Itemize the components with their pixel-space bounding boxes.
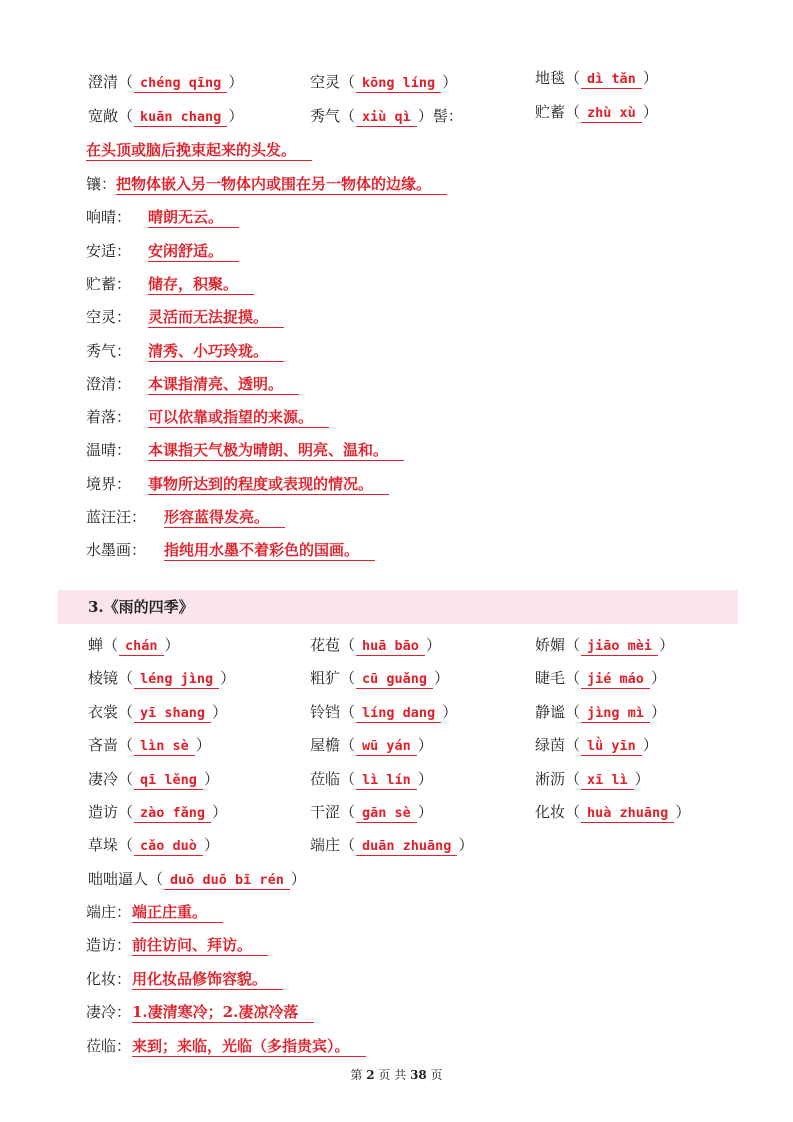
word: 草垛 — [88, 836, 119, 855]
paren-close: ） — [203, 769, 219, 788]
section-title: 3.《雨的四季》 — [88, 598, 194, 616]
paren-open: （ — [565, 803, 581, 821]
word: 蝉 — [88, 636, 104, 654]
definition: 用化妆品修饰容貌。 — [132, 969, 283, 990]
word: 棱镜 — [88, 669, 119, 688]
definition-wrap — [132, 900, 223, 924]
word: 静谧 — [535, 702, 566, 721]
paren-close: ） — [228, 107, 244, 125]
word: 澄清 — [88, 73, 119, 91]
term: 蓝汪汪： — [86, 508, 147, 526]
paren-open: （ — [340, 836, 356, 855]
row — [0, 272, 793, 296]
word: 绿茵 — [535, 736, 566, 755]
definition-wrap — [148, 239, 239, 263]
definition: 灵活而无法捉摸。 — [148, 307, 284, 328]
pinyin-item — [535, 767, 650, 791]
word: 宽敞 — [88, 107, 119, 125]
term: 澄清： — [86, 374, 132, 393]
paren-close: ） — [417, 769, 433, 788]
paren-open: （ — [565, 702, 581, 721]
term: 凄冷： — [86, 1003, 132, 1022]
row — [0, 372, 793, 396]
row — [0, 1000, 793, 1024]
pinyin-item — [535, 700, 666, 724]
term: 莅临： — [86, 1036, 132, 1055]
row — [0, 967, 793, 991]
definition: 把物体嵌入另一物体内或围在另一物体的边缘。 — [116, 174, 447, 195]
paren-open: （ — [565, 69, 581, 87]
paren-open: （ — [118, 836, 134, 855]
row — [0, 505, 793, 529]
term: 端庄： — [86, 903, 132, 921]
pinyin-item — [88, 867, 306, 891]
pinyin-item — [88, 733, 211, 757]
section-header — [58, 590, 738, 624]
word: 娇媚 — [535, 636, 566, 654]
pinyin-answer: kōng líng — [356, 74, 441, 93]
row — [0, 900, 793, 924]
paren-close: ）髻： — [417, 107, 463, 125]
footer-post: 页 — [430, 1068, 443, 1082]
paren-open: （ — [340, 702, 356, 721]
definition: 本课指天气极为晴朗、明亮、温和。 — [148, 440, 404, 461]
row — [0, 666, 793, 690]
pinyin-answer: cǎo duò — [134, 837, 203, 856]
paren-open: （ — [148, 869, 164, 888]
paren-open: （ — [565, 769, 581, 788]
definition-wrap — [132, 933, 268, 957]
word: 莅临 — [310, 769, 341, 788]
definition-wrap — [148, 438, 404, 462]
definition-wrap — [148, 372, 299, 396]
pinyin-item — [535, 100, 658, 124]
paren-close: ） — [212, 702, 228, 721]
word: 空灵 — [310, 73, 341, 91]
row — [0, 867, 793, 891]
paren-close: ） — [434, 669, 450, 688]
paren-open: （ — [565, 636, 581, 654]
pinyin-answer: qī lěng — [134, 771, 203, 790]
pinyin-answer: lǜ yīn — [581, 737, 642, 756]
paren-close: ） — [642, 103, 658, 121]
definition-wrap — [116, 172, 447, 196]
paren-open: （ — [118, 736, 134, 755]
pinyin-answer: chéng qīng — [134, 74, 227, 93]
footer-mid: 页 共 — [378, 1068, 407, 1082]
row — [0, 833, 793, 857]
paren-open: （ — [118, 803, 134, 821]
definition-wrap — [148, 305, 284, 329]
row — [0, 767, 793, 791]
paren-close: ） — [675, 803, 691, 821]
pinyin-item — [310, 633, 441, 657]
pinyin-answer: lì lín — [356, 771, 417, 790]
definition: 1.凄清寒冷；2.凄凉冷落 — [132, 1002, 314, 1023]
pinyin-answer: duān zhuāng — [356, 837, 457, 856]
footer-pre: 第 — [350, 1068, 363, 1082]
paren-open: （ — [565, 669, 581, 688]
paren-open: （ — [565, 736, 581, 755]
pinyin-answer: wū yán — [356, 737, 417, 756]
pinyin-item — [310, 833, 473, 857]
paren-open: （ — [340, 769, 356, 788]
row — [0, 438, 793, 462]
definition: 在头顶或脑后挽束起来的头发。 — [86, 140, 312, 161]
row — [0, 66, 793, 90]
paren-close: ） — [634, 769, 650, 788]
pinyin-answer: jìng mì — [581, 704, 650, 723]
word: 秀气 — [310, 107, 341, 125]
pinyin-answer: cū guǎng — [356, 670, 433, 689]
pinyin-item — [310, 767, 433, 791]
term: 贮蓄： — [86, 274, 132, 293]
term: 空灵： — [86, 308, 132, 327]
word: 地毯 — [535, 69, 566, 87]
paren-open: （ — [340, 669, 356, 688]
paren-close: ） — [203, 836, 219, 855]
pinyin-item — [88, 800, 227, 824]
word: 粗犷 — [310, 669, 341, 688]
definition: 来到；来临，光临（多指贵宾）。 — [132, 1036, 366, 1057]
pinyin-answer: léng jìng — [134, 670, 219, 689]
definition-wrap — [148, 339, 284, 363]
definition-wrap — [164, 538, 375, 562]
row — [0, 339, 793, 363]
row — [0, 239, 793, 263]
definition: 储存，积聚。 — [148, 274, 254, 295]
paren-close: ） — [195, 736, 211, 755]
pinyin-answer: chán — [119, 637, 164, 656]
paren-close: ） — [425, 636, 441, 654]
definition: 事物所达到的程度或表现的情况。 — [148, 474, 389, 495]
pinyin-item — [88, 700, 227, 724]
pinyin-answer: dì tǎn — [581, 70, 642, 89]
pinyin-item — [88, 767, 219, 791]
footer-page-number: 2 — [366, 1068, 375, 1082]
row — [0, 205, 793, 229]
row — [0, 1034, 793, 1058]
definition: 安闲舒适。 — [148, 241, 239, 262]
word: 吝啬 — [88, 736, 119, 755]
row — [0, 933, 793, 957]
paren-open: （ — [340, 636, 356, 654]
paren-close: ） — [659, 636, 675, 654]
row — [0, 405, 793, 429]
pinyin-item — [88, 666, 235, 690]
pinyin-answer: huà zhuāng — [581, 804, 674, 823]
definition-wrap — [164, 505, 285, 529]
paren-open: （ — [565, 103, 581, 121]
term: 安适： — [86, 241, 132, 260]
pinyin-answer: duō duō bī rén — [164, 871, 290, 890]
paren-close: ） — [442, 73, 458, 91]
word: 睫毛 — [535, 669, 566, 688]
pinyin-item — [310, 800, 433, 824]
term: 水墨画： — [86, 541, 147, 560]
paren-open: （ — [118, 669, 134, 688]
paren-open: （ — [340, 107, 356, 125]
term: 造访： — [86, 936, 132, 955]
paren-close: ） — [642, 736, 658, 755]
paren-open: （ — [340, 736, 356, 755]
row — [0, 305, 793, 329]
pinyin-answer: líng dang — [356, 704, 441, 723]
row — [0, 800, 793, 824]
definition: 可以依靠或指望的来源。 — [148, 407, 329, 428]
word: 端庄 — [310, 836, 341, 855]
pinyin-answer: xī lì — [581, 771, 634, 790]
definition: 形容蓝得发亮。 — [164, 507, 285, 528]
paren-close: ） — [290, 869, 306, 888]
pinyin-answer: kuān chang — [134, 108, 227, 127]
pinyin-item — [310, 700, 457, 724]
word: 咄咄逼人 — [88, 869, 149, 888]
word: 贮蓄 — [535, 103, 566, 121]
paren-open: （ — [118, 702, 134, 721]
pinyin-item — [535, 666, 666, 690]
pinyin-item — [535, 733, 658, 757]
term: 化妆： — [86, 969, 132, 988]
pinyin-item — [310, 666, 449, 690]
paren-open: （ — [118, 73, 134, 91]
row — [0, 700, 793, 724]
pinyin-answer: gān sè — [356, 804, 417, 823]
word: 干涩 — [310, 803, 341, 821]
word: 铃铛 — [310, 702, 341, 721]
paren-close: ） — [650, 669, 666, 688]
pinyin-item — [535, 633, 674, 657]
row — [0, 472, 793, 496]
pinyin-item — [310, 733, 433, 757]
paren-close: ） — [417, 736, 433, 755]
paren-close: ） — [642, 69, 658, 87]
paren-open: （ — [118, 107, 134, 125]
pinyin-item — [88, 633, 180, 657]
word: 凄冷 — [88, 769, 119, 788]
definition-wrap — [148, 405, 329, 429]
pinyin-item — [535, 66, 658, 90]
pinyin-answer: yī shang — [134, 704, 211, 723]
pinyin-answer: lìn sè — [134, 737, 195, 756]
term: 镶： — [86, 175, 117, 193]
definition: 清秀、小巧玲珑。 — [148, 341, 284, 362]
word: 花苞 — [310, 636, 341, 654]
paren-open: （ — [118, 769, 134, 788]
pinyin-answer: zào fǎng — [134, 804, 211, 823]
paren-close: ） — [458, 836, 474, 855]
definition: 端正庄重。 — [132, 902, 223, 923]
definition-wrap — [132, 1000, 314, 1024]
definition: 指纯用水墨不着彩色的国画。 — [164, 540, 375, 561]
paren-close: ） — [220, 669, 236, 688]
word: 淅沥 — [535, 769, 566, 788]
pinyin-answer: zhù xù — [581, 104, 642, 123]
definition-wrap — [148, 205, 239, 229]
definition-wrap — [132, 1034, 366, 1058]
term: 着落： — [86, 408, 132, 427]
word: 造访 — [88, 803, 119, 821]
pinyin-answer: jiāo mèi — [581, 637, 658, 656]
word: 衣裳 — [88, 702, 119, 721]
paren-open: （ — [103, 636, 119, 654]
definition-wrap — [132, 967, 283, 991]
pinyin-item — [535, 800, 690, 824]
row — [0, 633, 793, 657]
paren-close: ） — [650, 702, 666, 721]
row — [0, 538, 793, 562]
footer-total-pages: 38 — [410, 1068, 427, 1082]
paren-close: ） — [212, 803, 228, 821]
paren-close: ） — [164, 636, 180, 654]
term: 秀气： — [86, 341, 132, 360]
paren-open: （ — [340, 803, 356, 821]
paren-close: ） — [442, 702, 458, 721]
definition: 本课指清亮、透明。 — [148, 374, 299, 395]
term: 温晴： — [86, 441, 132, 460]
row — [0, 172, 793, 196]
word: 屋檐 — [310, 736, 341, 755]
definition: 晴朗无云。 — [148, 207, 239, 228]
definition: 前往访问、拜访。 — [132, 935, 268, 956]
continuation-def-row — [0, 138, 793, 162]
page-footer — [0, 1066, 793, 1083]
term: 境界： — [86, 474, 132, 493]
pinyin-answer: xiù qì — [356, 108, 417, 127]
word: 化妆 — [535, 803, 566, 821]
pinyin-answer: jié máo — [581, 670, 650, 689]
paren-close: ） — [228, 73, 244, 91]
pinyin-answer: huā bāo — [356, 637, 425, 656]
definition-wrap — [148, 472, 389, 496]
row — [0, 733, 793, 757]
term: 响晴： — [86, 208, 132, 227]
paren-close: ） — [417, 803, 433, 821]
paren-open: （ — [340, 73, 356, 91]
definition-wrap — [148, 272, 254, 296]
row — [0, 100, 793, 124]
pinyin-item — [88, 833, 219, 857]
